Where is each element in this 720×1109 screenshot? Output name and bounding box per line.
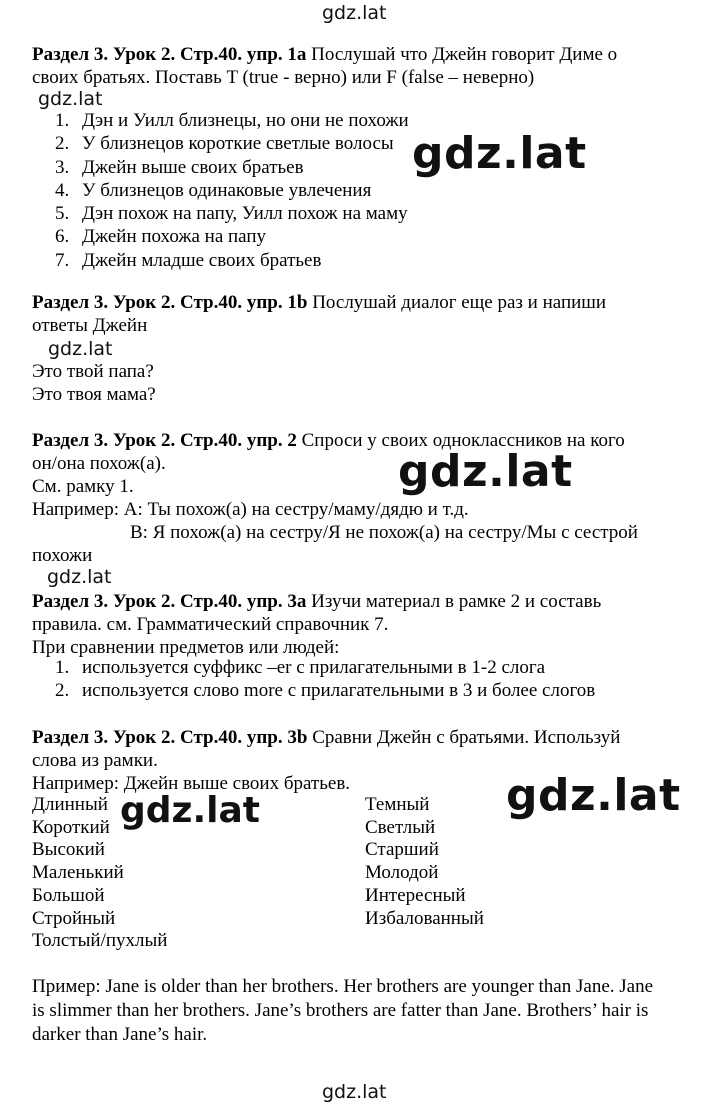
exercise-1b-intro: Раздел 3. Урок 2. Стр.40. упр. 1b Послушай диалог еще раз и напиши ответы Джейн	[32, 292, 607, 336]
word-item: Большой	[32, 884, 105, 906]
word-item: Маленький	[32, 862, 124, 884]
watermark-medium: gdz.lat	[120, 790, 261, 831]
exercise-1a-intro	[32, 43, 682, 89]
word-item: Интересный	[365, 884, 466, 906]
list-item: 1. Дэн и Уилл близнецы, но они не похожи	[55, 110, 409, 131]
answer-line: Пример: Jane is older than her brothers. Her brothers are younger than Jane. Jane	[32, 976, 654, 997]
word-item: Темный	[365, 794, 430, 815]
exercise-3b-intro: Раздел 3. Урок 2. Стр.40. упр. 3b Сравни Джейн с братьями. Используй слова из рамки.	[32, 727, 621, 771]
watermark-large: gdz.lat	[412, 128, 587, 179]
question: Это твоя мама?	[32, 384, 156, 405]
watermark: gdz.lat	[48, 338, 113, 360]
exercise-1a-list	[55, 109, 409, 272]
exercise-1b-heading: Раздел 3. Урок 2. Стр.40. упр. 1b	[32, 292, 308, 313]
word-item: Молодой	[365, 862, 439, 884]
watermark: gdz.lat	[47, 566, 112, 588]
answer-line: darker than Jane’s hair.	[32, 1024, 208, 1045]
list-item: 4. У близнецов одинаковые увлечения	[55, 179, 372, 201]
list-item: 2. У близнецов короткие светлые волосы	[55, 133, 394, 155]
exercise-1a-text: Послушай что Джейн говорит Диме о	[306, 44, 618, 65]
watermark-large: gdz.lat	[398, 446, 573, 497]
exercise-1a-heading: Раздел 3. Урок 2. Стр.40. упр. 1a	[32, 44, 307, 65]
watermark-top: gdz.lat	[322, 2, 387, 24]
word-item: Высокий	[32, 839, 105, 861]
exercise-3b-heading: Раздел 3. Урок 2. Стр.40. упр. 3b	[32, 727, 308, 748]
watermark: gdz.lat	[38, 88, 103, 110]
answer-paragraph	[32, 975, 653, 1047]
exercise-3a-heading: Раздел 3. Урок 2. Стр.40. упр. 3а	[32, 591, 307, 612]
answer-line: is slimmer than her brothers. Jane’s brothers are fatter than Jane. Brothers’ hair is	[32, 1000, 649, 1021]
word-item: Стройный	[32, 907, 116, 929]
list-item: 7. Джейн младше своих братьев	[55, 249, 322, 271]
example-line: Например: А: Ты похож(а) на сестру/маму/дядю и т.д.	[32, 499, 469, 520]
word-column-1	[32, 794, 167, 953]
note-line: При сравнении предметов или людей:	[32, 637, 340, 658]
exercise-2-heading: Раздел 3. Урок 2. Стр.40. упр. 2	[32, 430, 297, 451]
watermark-bottom: gdz.lat	[322, 1081, 387, 1103]
exercise-3a-list	[55, 656, 595, 703]
word-item: Короткий	[32, 816, 110, 838]
word-item: Старший	[365, 839, 439, 861]
word-item: Толстый/пухлый	[32, 930, 168, 952]
list-item: 1. используется суффикс –er с прилагательными в 1-2 слога	[55, 657, 546, 678]
list-item: 3. Джейн выше своих братьев	[55, 156, 304, 178]
word-item: Избалованный	[365, 907, 484, 929]
exercise-3a-intro: Раздел 3. Урок 2. Стр.40. упр. 3а Изучи материал в рамке 2 и составь правила. см. Грамматический справочник 7.	[32, 591, 602, 635]
list-item: 5. Дэн похож на папу, Уилл похож на маму	[55, 203, 408, 225]
list-item: 2. используется слово more с прилагательными в 3 и более слогов	[55, 680, 596, 702]
list-item: 6. Джейн похожа на папу	[55, 226, 267, 248]
word-column-2	[365, 794, 484, 930]
question: Это твой папа?	[32, 361, 154, 382]
watermark-large: gdz.lat	[506, 770, 681, 821]
note-line: См. рамку 1.	[32, 476, 134, 497]
example-line: В: Я похож(а) на сестру/Я не похож(а) на сестру/Мы с сестрой	[130, 522, 638, 543]
example-line: Например: Джейн выше своих братьев.	[32, 773, 351, 794]
word-item: Длинный	[32, 794, 108, 815]
word-item: Светлый	[365, 816, 436, 838]
exercise-1a-text-2: своих братьях. Поставь T (true - верно) или F (false – неверно)	[32, 67, 535, 88]
example-line: похожи	[32, 545, 93, 566]
exercise-2-intro: Раздел 3. Урок 2. Стр.40. упр. 2 Спроси у своих одноклассников на кого он/она похож(а).	[32, 430, 625, 474]
